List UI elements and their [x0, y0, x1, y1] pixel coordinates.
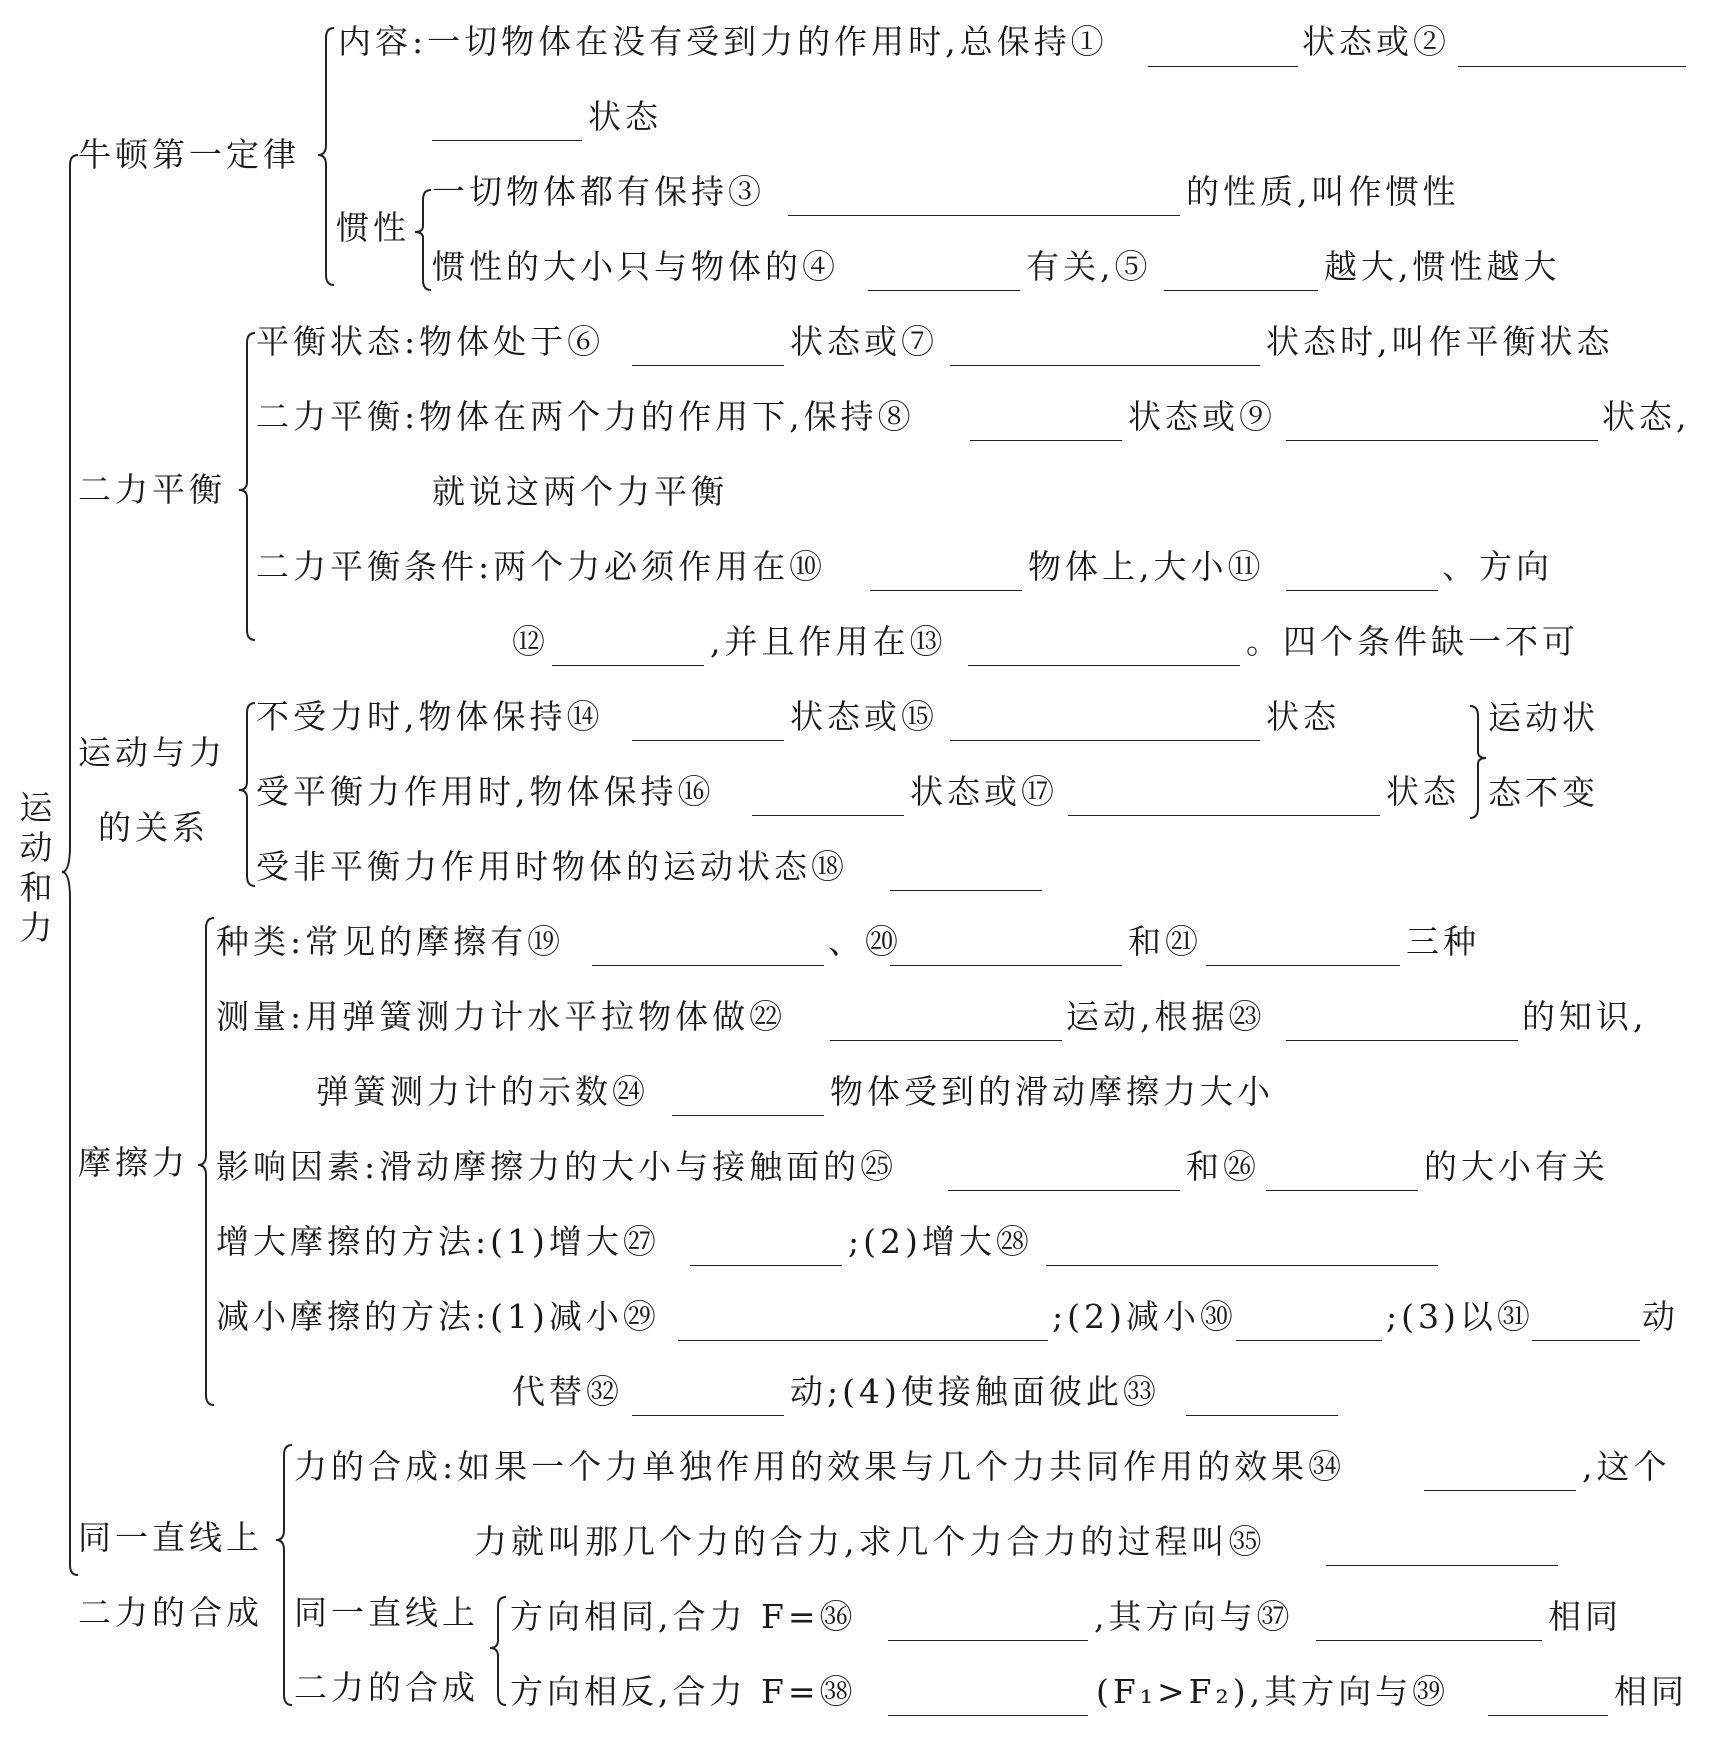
blank-37	[1316, 1640, 1542, 1641]
motion-force-text: 状态	[1266, 697, 1340, 736]
blank-15	[950, 740, 1260, 741]
composition-text: (F₁>F₂),其方向与㊴	[1096, 1672, 1450, 1711]
composition-brace	[276, 1445, 292, 1705]
blank-28	[1046, 1265, 1438, 1266]
friction-text: 种类:常见的摩擦有⑲	[216, 922, 565, 961]
blank-26	[1266, 1190, 1418, 1191]
friction-text: 增大摩擦的方法:(1)增大㉗	[216, 1222, 660, 1261]
blank-27	[690, 1265, 842, 1266]
composition-text: ,其方向与㊲	[1094, 1597, 1294, 1636]
blank-22	[830, 1040, 1062, 1041]
motion-force-text: 不受力时,物体保持⑭	[256, 697, 604, 736]
friction-text: 、⑳	[828, 922, 902, 961]
section-friction: 摩擦力	[78, 1143, 189, 1182]
root-title-char: 动	[19, 828, 57, 867]
composition-text: 方向相同,合力 F=㊱	[510, 1597, 857, 1636]
blank-33	[1186, 1415, 1338, 1416]
motion-force-text: 受平衡力作用时,物体保持⑯	[256, 772, 715, 811]
balance-text: 状态时,叫作平衡状态	[1266, 322, 1614, 361]
blank-23	[1286, 1040, 1518, 1041]
blank-14	[632, 740, 784, 741]
motion-force-text: 状态或⑮	[790, 697, 938, 736]
friction-text: ;(2)增大㉘	[848, 1222, 1033, 1261]
motion-force-text: 受非平衡力作用时物体的运动状态⑱	[256, 847, 848, 886]
root-title-char: 和	[19, 868, 57, 907]
balance-text: 状态或⑨	[1128, 397, 1276, 436]
composition-text: ,这个	[1582, 1447, 1671, 1486]
blank-19	[592, 965, 824, 966]
blank-17	[1068, 815, 1380, 816]
section-composition-1: 同一直线上	[78, 1518, 263, 1557]
root-title	[18, 788, 58, 948]
blank-25	[948, 1190, 1180, 1191]
composition-text: 方向相反,合力 F=㊳	[510, 1672, 857, 1711]
motion-unchanged-1: 运动状	[1488, 698, 1599, 737]
composition-text: 相同	[1548, 1597, 1622, 1636]
inertia-text: 有关,⑤	[1026, 247, 1152, 286]
balance-condition-text: 。四个条件缺一不可	[1246, 622, 1579, 661]
blank-21	[1206, 965, 1400, 966]
blank-12	[552, 665, 704, 666]
friction-text: 代替㉜	[512, 1372, 623, 1411]
blank-34	[1424, 1490, 1576, 1491]
balance-condition-text: 、方向	[1442, 547, 1553, 586]
blank-3	[788, 215, 1180, 216]
blank-1	[1148, 66, 1298, 67]
inertia-brace	[415, 190, 431, 290]
friction-text: 和㉑	[1128, 922, 1202, 961]
composition-text: 力的合成:如果一个力单独作用的效果与几个力共同作用的效果㉞	[294, 1447, 1346, 1486]
friction-text: 运动,根据㉓	[1066, 997, 1266, 1036]
section-newton: 牛顿第一定律	[78, 135, 300, 174]
friction-text: ;(3)以㉛	[1386, 1297, 1534, 1336]
sub-composition-brace	[490, 1597, 506, 1705]
newton-content-text: 内容:一切物体在没有受到力的作用时,总保持①	[338, 22, 1108, 61]
balance-text: 状态或⑦	[790, 322, 938, 361]
friction-text: 弹簧测力计的示数㉔	[316, 1072, 649, 1111]
blank-24	[672, 1115, 824, 1116]
motion-force-text: 状态	[1386, 772, 1460, 811]
friction-text: 三种	[1406, 922, 1480, 961]
blank-20	[890, 965, 1122, 966]
root-brace	[62, 155, 78, 1575]
friction-text: 动;(4)使接触面彼此㉝	[790, 1372, 1160, 1411]
blank-5	[1164, 290, 1318, 291]
sub-composition-2: 二力的合成	[294, 1668, 479, 1707]
blank-18	[890, 890, 1042, 891]
blank-9	[1286, 440, 1598, 441]
balance-text: 二力平衡:物体在两个力的作用下,保持⑧	[256, 397, 915, 436]
motion-unchanged-2: 态不变	[1488, 773, 1599, 812]
newton-content-text: 状态或②	[1302, 22, 1450, 61]
blank-36	[888, 1640, 1088, 1641]
newton-brace	[318, 28, 334, 285]
composition-text: 相同	[1614, 1672, 1688, 1711]
balance-text: 就说这两个力平衡	[432, 472, 728, 511]
friction-text: 和㉖	[1186, 1147, 1260, 1186]
blank-10	[870, 590, 1022, 591]
inertia-text: 越大,惯性越大	[1324, 247, 1561, 286]
friction-text: 的大小有关	[1424, 1147, 1609, 1186]
balance-text: 平衡状态:物体处于⑥	[256, 322, 605, 361]
blank-32	[632, 1415, 784, 1416]
inertia-text: 惯性的大小只与物体的④	[432, 247, 839, 286]
inertia-text: 一切物体都有保持③	[432, 172, 765, 211]
blank-8	[970, 440, 1122, 441]
blank-6	[632, 365, 784, 366]
friction-text: 动	[1642, 1297, 1679, 1336]
blank-2	[1458, 66, 1686, 67]
blank-38	[888, 1715, 1088, 1716]
friction-text: ;(2)减小㉚	[1052, 1297, 1237, 1336]
balance-condition-text: ⑫	[512, 622, 549, 661]
balance-text: 状态,	[1602, 397, 1691, 436]
blank-7	[950, 365, 1260, 366]
friction-text: 的知识,	[1522, 997, 1648, 1036]
friction-text: 减小摩擦的方法:(1)减小㉙	[216, 1297, 660, 1336]
blank-4	[868, 290, 1020, 291]
composition-text: 力就叫那几个力的合力,求几个力合力的过程叫㉟	[474, 1522, 1266, 1561]
blank-29	[678, 1340, 1048, 1341]
friction-text: 影响因素:滑动摩擦力的大小与接触面的㉕	[216, 1147, 898, 1186]
newton-content-text: 状态	[588, 97, 662, 136]
section-balance: 二力平衡	[78, 470, 226, 509]
friction-brace	[198, 918, 214, 1405]
blank-2-cont	[432, 140, 582, 141]
motion-force-brace	[239, 703, 255, 886]
motion-force-text: 状态或⑰	[910, 772, 1058, 811]
motion-unchanged-brace	[1470, 706, 1486, 818]
sub-composition-1: 同一直线上	[294, 1593, 479, 1632]
friction-text: 测量:用弹簧测力计水平拉物体做㉒	[216, 997, 787, 1036]
section-motion-force-2: 的关系	[98, 808, 209, 847]
section-composition-2: 二力的合成	[78, 1593, 263, 1632]
root-title-char: 力	[19, 908, 57, 947]
section-inertia: 惯性	[336, 208, 410, 247]
balance-condition-text: 物体上,大小⑪	[1028, 547, 1265, 586]
balance-brace	[239, 333, 255, 640]
blank-30	[1236, 1340, 1382, 1341]
root-title-char: 运	[19, 788, 57, 827]
blank-16	[752, 815, 904, 816]
inertia-text: 的性质,叫作惯性	[1186, 172, 1460, 211]
blank-31	[1532, 1340, 1640, 1341]
blank-13	[968, 665, 1240, 666]
blank-39	[1488, 1715, 1608, 1716]
balance-condition-text: ,并且作用在⑬	[710, 622, 947, 661]
balance-condition-text: 二力平衡条件:两个力必须作用在⑩	[256, 547, 827, 586]
section-motion-force-1: 运动与力	[78, 733, 226, 772]
blank-11	[1286, 590, 1438, 591]
friction-text: 物体受到的滑动摩擦力大小	[830, 1072, 1274, 1111]
blank-35	[1326, 1565, 1558, 1566]
